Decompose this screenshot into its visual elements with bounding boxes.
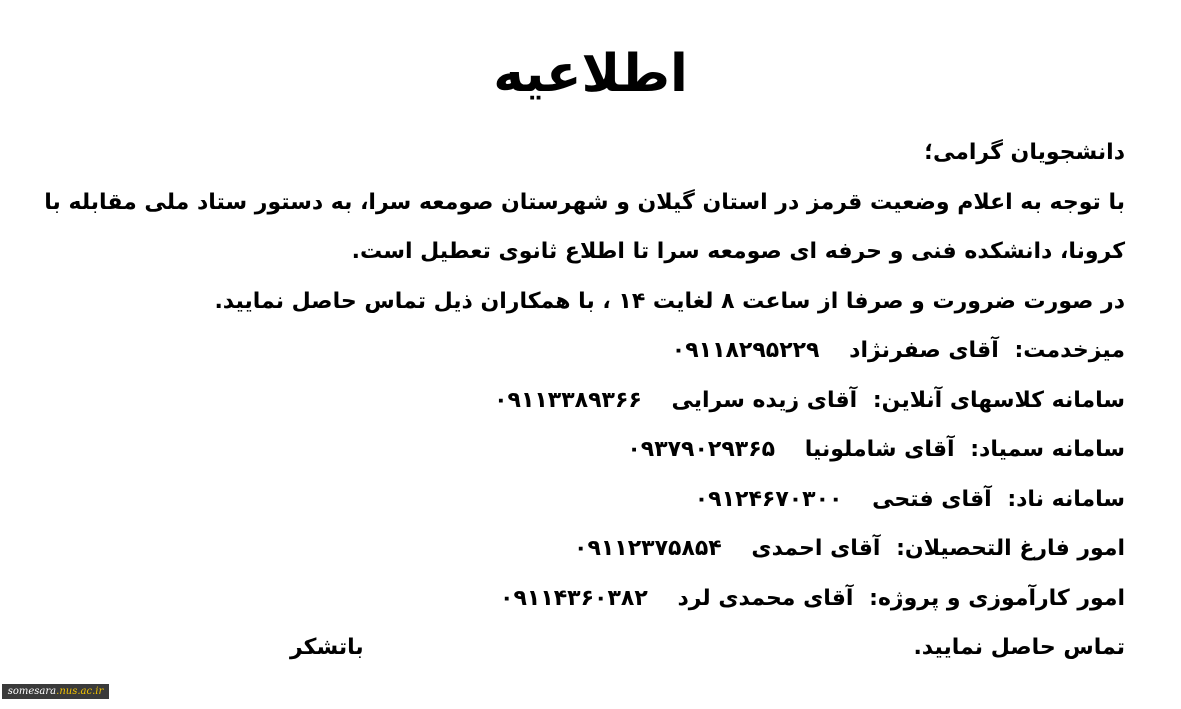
- contact-row: [40, 524, 1125, 574]
- contact-row: [40, 376, 1125, 426]
- contact-phone: ۰۹۱۱۸۲۹۵۲۲۹: [671, 338, 820, 363]
- contact-label: سامانه ناد:: [1007, 486, 1125, 512]
- contact-row: [40, 326, 1125, 376]
- notice-title: اطلاعیه: [493, 44, 688, 104]
- contact-phone: ۰۹۱۱۳۳۸۹۳۶۶: [494, 387, 642, 413]
- contact-phone: ۰۹۱۲۴۶۷۰۳۰۰: [694, 486, 843, 512]
- contact-instruction: در صورت ضرورت و صرفا از ساعت ۸ لغایت ۱۴ ، با همکاران ذیل تماس حاصل نمایید.: [214, 288, 1125, 314]
- contact-name: آقای محمدی لرد: [677, 585, 854, 611]
- contact-label: سامانه سمیاد:: [970, 437, 1125, 462]
- contact-phone: ۰۹۱۱۴۳۶۰۳۸۲: [500, 585, 648, 611]
- contact-label: سامانه کلاسهای آنلاین:: [872, 387, 1125, 413]
- contact-row: [40, 425, 1125, 475]
- contact-name: آقای زیده سرایی: [671, 387, 858, 413]
- greeting: دانشجویان گرامی؛: [924, 140, 1125, 165]
- contact-name: آقای صفرنژاد: [849, 338, 999, 363]
- notice-body: [40, 128, 1125, 673]
- notice-paragraph: با توجه به اعلام وضعیت قرمز در استان گیلان و شهرستان صومعه سرا، به دستور ستاد ملی مقابله با کرونا، دانشکده فنی و حرفه ای صومعه سرا تا اطلاع ثانوی تعطیل است.: [44, 189, 1125, 264]
- contact-name: آقای فتحی: [872, 486, 992, 512]
- watermark-domain: .nus.ac.ir: [56, 686, 104, 697]
- contact-row: [40, 574, 1125, 624]
- contact-name: آقای احمدی: [751, 536, 881, 561]
- watermark-site-name: somesara: [7, 686, 57, 697]
- contact-label: امور کارآموزی و پروژه:: [869, 585, 1125, 611]
- contact-phone: ۰۹۳۷۹۰۲۹۳۶۵: [627, 437, 776, 462]
- thanks-signoff: باتشکر: [290, 635, 364, 660]
- contact-phone: ۰۹۱۱۲۳۷۵۸۵۴: [574, 536, 722, 561]
- contact-label: میزخدمت:: [1014, 338, 1125, 363]
- closing-text: تماس حاصل نمایید.: [913, 635, 1125, 660]
- contact-label: امور فارغ التحصیلان:: [896, 536, 1125, 561]
- site-watermark: [2, 684, 109, 699]
- contact-row: [40, 475, 1125, 525]
- contact-name: آقای شاملونیا: [804, 437, 955, 462]
- closing-row: [40, 623, 1125, 673]
